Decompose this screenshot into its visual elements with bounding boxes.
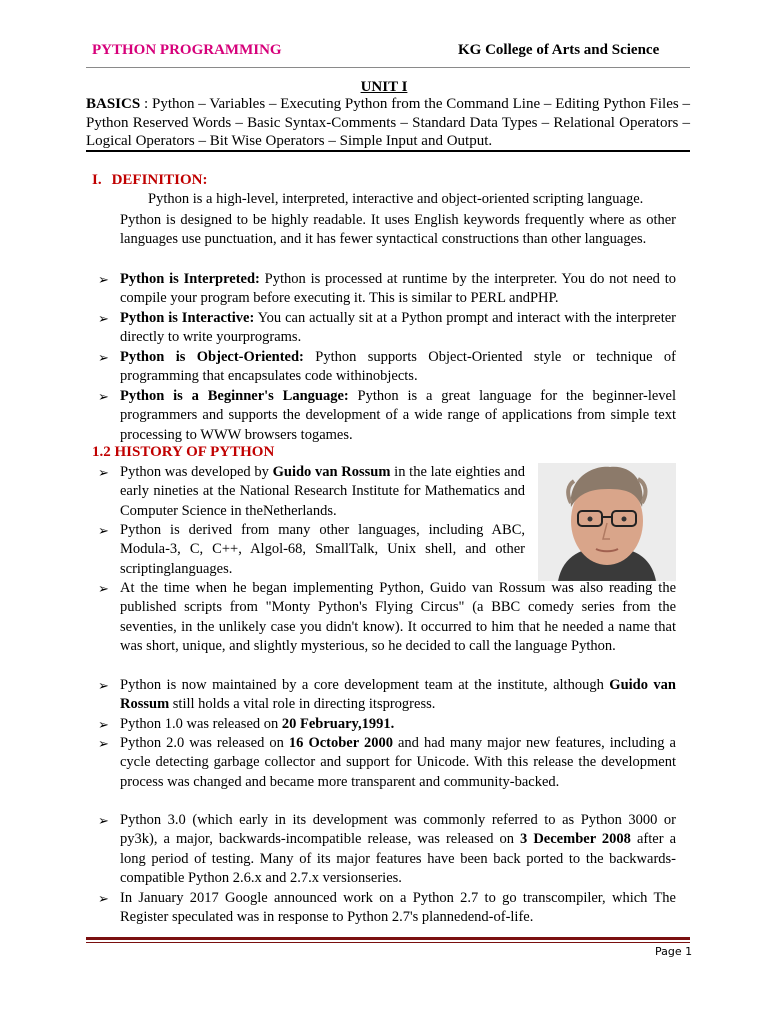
bullet-interactive <box>120 309 676 348</box>
bullet-arrow-icon: ➢ <box>98 350 109 365</box>
history-bullet-python2 <box>120 734 676 792</box>
definition-paragraph: Python is designed to be highly readable. It uses English keywords frequently where as other languages use punctuation, and it has fewer syntactical constructions than other languages. <box>120 212 676 248</box>
portrait-illustration <box>538 463 676 581</box>
bold-name: Guido van Rossum <box>272 464 391 480</box>
section-title: DEFINITION: <box>111 172 208 188</box>
unit-basics-summary <box>86 95 690 151</box>
summary-divider <box>86 150 690 152</box>
history-bullet-python1 <box>120 715 676 734</box>
bold-date: 16 October 2000 <box>288 735 393 751</box>
bold-date: 20 February,1991. <box>281 716 395 732</box>
bullet-arrow-icon: ➢ <box>98 717 109 732</box>
section-definition-heading <box>92 172 207 189</box>
page-number: Page 1 <box>655 945 693 958</box>
bullet-interpreted <box>120 270 676 309</box>
header-course-title: PYTHON PROGRAMMING <box>92 42 282 58</box>
section-history-heading: 1.2 HISTORY OF PYTHON <box>92 444 275 460</box>
history-bullet-python3 <box>120 811 676 889</box>
bullet-beginner <box>120 387 676 445</box>
bullet-arrow-icon: ➢ <box>98 678 109 693</box>
basics-text: : Python – Variables – Executing Python from the Command Line – Editing Python Files – Python Reserved Words – Basic Syntax-Comments – Standard Data Types – Relational Operators – Logical Operators – Bit Wise Operators – Simple Input and Output. <box>86 96 690 149</box>
text: Python 3.0 (which early in its development was commonly referred to as Python 3000 or py3k), a major, backwards-incompatible release, was released on <box>120 812 676 848</box>
header-divider <box>86 67 690 68</box>
history-bullet-name-origin: At the time when he began implementing Python, Guido van Rossum was also reading the published scripts from "Monty Python's Flying Circus" (a BBC comedy series from the seventies, in the unlikely case you didn't know). It occurred to him that he needed a name that was short, unique, and slightly mysterious, so he decided to call the language Python. <box>120 580 676 655</box>
text: and had many major new features, including a cycle detecting garbage collector and support for Unicode. With this release the development process was changed and became more transparent and community-backed. <box>120 735 676 790</box>
guido-portrait-image <box>538 463 676 581</box>
text: still holds a vital role in directing itsprogress. <box>169 696 436 713</box>
bullet-text: You can actually sit at a Python prompt and interact with the interpreter directly to write yourprograms. <box>120 310 676 346</box>
footer-divider-thick <box>86 937 690 940</box>
text: in the late eighties and early nineties at the National Research Institute for Mathematics and Computer Science in theNetherlands. <box>120 464 525 519</box>
text: Python 1.0 was released on <box>120 716 282 732</box>
bold-date: 3 December 2008 <box>520 831 631 848</box>
bullet-arrow-icon: ➢ <box>98 813 109 828</box>
definition-lead: Python is a high-level, interpreted, interactive and object-oriented scripting language. <box>148 191 644 207</box>
bullet-arrow-icon: ➢ <box>98 736 109 751</box>
bullet-bold: Python is Interactive: <box>120 310 255 326</box>
footer-divider-thin <box>86 942 690 943</box>
history-bullet-google: In January 2017 Google announced work on a Python 2.7 to go transcompiler, which The Register speculated was in response to Python 2.7's plannedend-of-life. <box>120 890 676 926</box>
text: after a long period of testing. Many of its major features have been back ported to the backwards-compatible Python 2.6.x and 2.7.x versionseries. <box>120 831 677 887</box>
bold-name: Guido van Rossum <box>120 677 677 713</box>
bullet-bold: Python is Object-Oriented: <box>120 349 304 365</box>
bullet-bold: Python is Interpreted: <box>120 271 260 287</box>
text: Python is now maintained by a core development team at the institute, although <box>120 677 610 693</box>
bullet-object-oriented <box>120 348 676 387</box>
bullet-arrow-icon: ➢ <box>98 581 109 596</box>
bullet-bold: Python is a Beginner's Language: <box>120 388 349 404</box>
header-college-name: KG College of Arts and Science <box>458 42 660 58</box>
bullet-text: Python is a great language for the beginner-level programmers and supports the development of a wide range of applications from simple text processing to WWW browsers togames. <box>120 388 676 443</box>
bullet-arrow-icon: ➢ <box>98 891 109 906</box>
bullet-arrow-icon: ➢ <box>98 465 109 480</box>
basics-label: BASICS <box>86 96 141 112</box>
bullet-text: Python supports Object-Oriented style or technique of programming that encapsulates code withinobjects. <box>120 349 676 385</box>
text: Python 2.0 was released on <box>120 735 289 751</box>
bullet-arrow-icon: ➢ <box>98 311 109 326</box>
section-number: I. <box>92 172 102 188</box>
history-bullet-developed <box>120 463 525 521</box>
bullet-text: Python is processed at runtime by the interpreter. You do not need to compile your program before executing it. This is similar to PERL andPHP. <box>120 271 676 307</box>
history-bullet-derived: Python is derived from many other languages, including ABC, Modula-3, C, C++, Algol-68, SmallTalk, Unix shell, and other scriptinglanguages. <box>120 522 525 577</box>
bullet-arrow-icon: ➢ <box>98 523 109 538</box>
bullet-arrow-icon: ➢ <box>98 389 109 404</box>
history-bullet-maintained <box>120 676 676 715</box>
text: Python was developed by <box>120 464 273 480</box>
unit-title: UNIT I <box>360 79 408 95</box>
bullet-arrow-icon: ➢ <box>98 272 109 287</box>
